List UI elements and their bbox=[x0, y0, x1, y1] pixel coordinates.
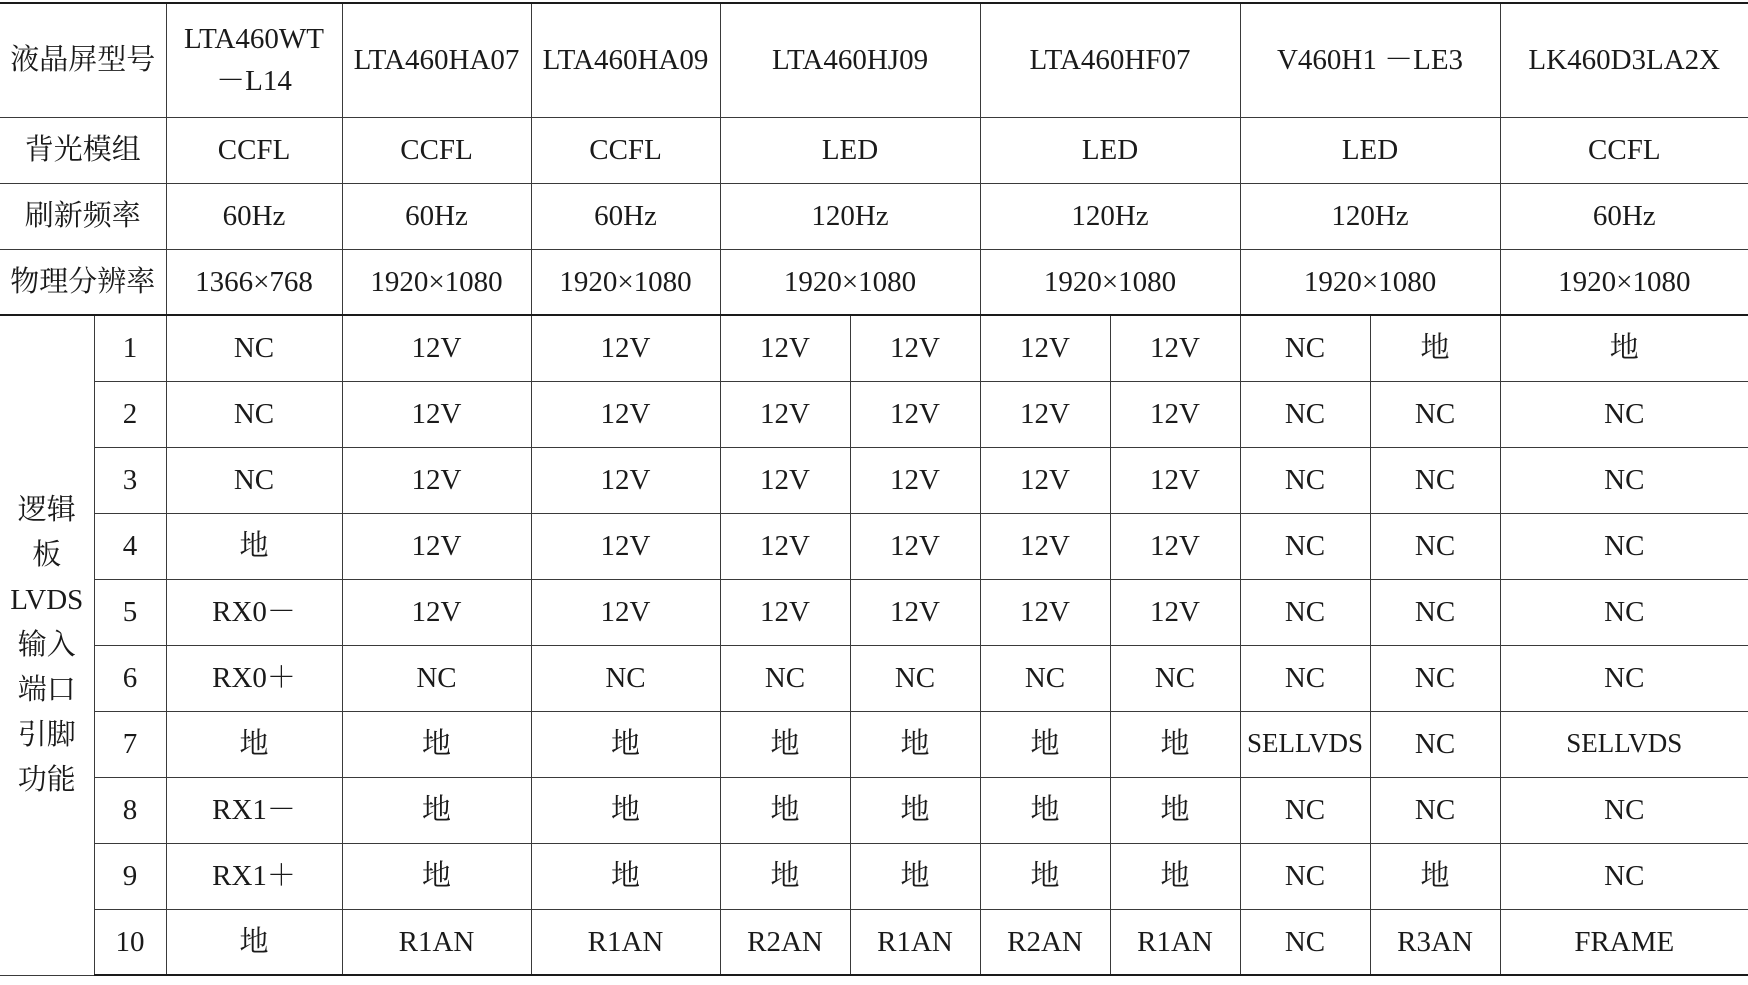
pin-number: 5 bbox=[94, 579, 166, 645]
pin-function-cell: 12V bbox=[531, 315, 720, 381]
pin-function-cell: NC bbox=[1240, 315, 1370, 381]
pin-section-label-line: 逻辑 bbox=[17, 493, 76, 526]
model-cell: LTA460HA07 bbox=[342, 3, 531, 117]
backlight-cell: CCFL bbox=[166, 117, 342, 183]
pin-function-cell: 12V bbox=[1110, 447, 1240, 513]
pin-row bbox=[0, 909, 1748, 975]
pin-number: 9 bbox=[94, 843, 166, 909]
pin-function-cell: 地 bbox=[1500, 315, 1748, 381]
pin-function-cell: R2AN bbox=[720, 909, 850, 975]
pin-function-cell: R3AN bbox=[1370, 909, 1500, 975]
pin-function-cell: R1AN bbox=[531, 909, 720, 975]
pin-function-cell: RX1＋ bbox=[166, 843, 342, 909]
model-cell: V460H1 －LE3 bbox=[1240, 3, 1500, 117]
pin-function-cell: R1AN bbox=[342, 909, 531, 975]
pin-function-cell: 12V bbox=[980, 315, 1110, 381]
pin-function-cell: 地 bbox=[166, 513, 342, 579]
backlight-cell: LED bbox=[720, 117, 980, 183]
pin-function-cell: NC bbox=[1370, 579, 1500, 645]
pin-function-cell: SELLVDS bbox=[1240, 711, 1370, 777]
pin-function-cell: NC bbox=[1240, 579, 1370, 645]
row-label-backlight: 背光模组 bbox=[0, 117, 166, 183]
pin-function-cell: NC bbox=[1370, 381, 1500, 447]
row-label-resolution: 物理分辨率 bbox=[0, 249, 166, 315]
pin-function-cell: 地 bbox=[850, 711, 980, 777]
pin-function-cell: 地 bbox=[342, 777, 531, 843]
backlight-cell: CCFL bbox=[1500, 117, 1748, 183]
pin-function-cell: R1AN bbox=[850, 909, 980, 975]
pin-function-cell: NC bbox=[1500, 513, 1748, 579]
pin-function-cell: 地 bbox=[1110, 711, 1240, 777]
pin-function-cell: 12V bbox=[720, 381, 850, 447]
pin-rows bbox=[0, 315, 1748, 975]
pin-function-cell: NC bbox=[166, 315, 342, 381]
model-cell: LTA460HJ09 bbox=[720, 3, 980, 117]
pin-section-label-line: 端口 bbox=[17, 673, 76, 706]
pin-row bbox=[0, 843, 1748, 909]
backlight-cell: CCFL bbox=[342, 117, 531, 183]
refresh-cell: 60Hz bbox=[342, 183, 531, 249]
pin-function-cell: 12V bbox=[531, 381, 720, 447]
pin-function-cell: 12V bbox=[1110, 579, 1240, 645]
pin-row bbox=[0, 711, 1748, 777]
pin-row bbox=[0, 513, 1748, 579]
resolution-cell: 1920×1080 bbox=[720, 249, 980, 315]
pin-number: 4 bbox=[94, 513, 166, 579]
pin-row bbox=[0, 777, 1748, 843]
pin-number: 6 bbox=[94, 645, 166, 711]
model-cell: LK460D3LA2X bbox=[1500, 3, 1748, 117]
pin-function-cell: 地 bbox=[166, 711, 342, 777]
pin-function-cell: 地 bbox=[850, 843, 980, 909]
pin-function-cell: 12V bbox=[1110, 381, 1240, 447]
refresh-cell: 120Hz bbox=[980, 183, 1240, 249]
pin-function-cell: NC bbox=[1240, 381, 1370, 447]
pin-number: 10 bbox=[94, 909, 166, 975]
pin-function-cell: 12V bbox=[531, 513, 720, 579]
refresh-cell: 60Hz bbox=[1500, 183, 1748, 249]
pin-function-cell: 地 bbox=[342, 711, 531, 777]
row-refresh-rate bbox=[0, 183, 1748, 249]
pin-function-cell: 12V bbox=[850, 315, 980, 381]
refresh-cell: 120Hz bbox=[720, 183, 980, 249]
pin-function-cell: NC bbox=[1240, 645, 1370, 711]
lcd-panel-pinout-table bbox=[0, 2, 1748, 976]
pin-function-cell: 地 bbox=[1110, 777, 1240, 843]
pin-function-cell: 12V bbox=[531, 447, 720, 513]
pin-row bbox=[0, 381, 1748, 447]
row-backlight bbox=[0, 117, 1748, 183]
pin-function-cell: 12V bbox=[342, 513, 531, 579]
pin-number: 1 bbox=[94, 315, 166, 381]
pin-function-cell: RX0＋ bbox=[166, 645, 342, 711]
pin-function-cell: 12V bbox=[720, 447, 850, 513]
pin-function-cell: NC bbox=[531, 645, 720, 711]
pin-row bbox=[0, 447, 1748, 513]
pin-section-label-line: LVDS bbox=[10, 583, 84, 616]
row-label-model: 液晶屏型号 bbox=[0, 3, 166, 117]
pin-function-cell: NC bbox=[342, 645, 531, 711]
pin-function-cell: 地 bbox=[531, 777, 720, 843]
pin-function-cell: NC bbox=[1500, 579, 1748, 645]
pin-function-cell: 地 bbox=[720, 777, 850, 843]
resolution-cell: 1920×1080 bbox=[980, 249, 1240, 315]
pin-function-cell: 12V bbox=[850, 579, 980, 645]
pin-function-cell: NC bbox=[1240, 777, 1370, 843]
pin-function-cell: 12V bbox=[720, 513, 850, 579]
row-label-refresh-rate: 刷新频率 bbox=[0, 183, 166, 249]
pin-section-label-line: 板 bbox=[32, 538, 62, 571]
pin-section-label-line: 功能 bbox=[17, 763, 76, 796]
pin-number: 3 bbox=[94, 447, 166, 513]
pin-function-cell: 12V bbox=[980, 381, 1110, 447]
pin-function-cell: NC bbox=[1500, 381, 1748, 447]
backlight-cell: CCFL bbox=[531, 117, 720, 183]
pin-function-cell: 12V bbox=[342, 315, 531, 381]
pin-function-cell: 12V bbox=[342, 447, 531, 513]
pin-function-cell: SELLVDS bbox=[1500, 711, 1748, 777]
pin-function-cell: NC bbox=[166, 447, 342, 513]
pin-function-cell: NC bbox=[1370, 513, 1500, 579]
pin-function-cell: NC bbox=[850, 645, 980, 711]
pin-function-cell: NC bbox=[1240, 843, 1370, 909]
row-resolution bbox=[0, 249, 1748, 315]
pin-function-cell: 12V bbox=[342, 579, 531, 645]
refresh-cell: 60Hz bbox=[166, 183, 342, 249]
pin-function-cell: NC bbox=[1500, 447, 1748, 513]
pin-function-cell: 地 bbox=[850, 777, 980, 843]
pin-function-cell: NC bbox=[1500, 843, 1748, 909]
pin-function-cell: NC bbox=[980, 645, 1110, 711]
pin-section-label bbox=[0, 315, 94, 975]
pin-function-cell: NC bbox=[166, 381, 342, 447]
resolution-cell: 1920×1080 bbox=[1500, 249, 1748, 315]
pin-function-cell: RX1－ bbox=[166, 777, 342, 843]
pin-function-cell: NC bbox=[1110, 645, 1240, 711]
pin-function-cell: 12V bbox=[980, 447, 1110, 513]
pin-function-cell: 地 bbox=[720, 711, 850, 777]
pin-function-cell: 地 bbox=[980, 777, 1110, 843]
row-model bbox=[0, 3, 1748, 117]
pin-function-cell: R2AN bbox=[980, 909, 1110, 975]
model-line: －L14 bbox=[216, 65, 292, 98]
pin-function-cell: 12V bbox=[850, 513, 980, 579]
pin-function-cell: 12V bbox=[720, 579, 850, 645]
pin-function-cell: 地 bbox=[980, 843, 1110, 909]
pin-function-cell: NC bbox=[1240, 447, 1370, 513]
pin-function-cell: 12V bbox=[1110, 513, 1240, 579]
pin-row bbox=[0, 645, 1748, 711]
backlight-cell: LED bbox=[980, 117, 1240, 183]
pin-number: 2 bbox=[94, 381, 166, 447]
resolution-cell: 1920×1080 bbox=[1240, 249, 1500, 315]
pin-function-cell: 12V bbox=[850, 447, 980, 513]
pin-function-cell: NC bbox=[1500, 777, 1748, 843]
model-cell: LTA460HF07 bbox=[980, 3, 1240, 117]
pin-function-cell: NC bbox=[720, 645, 850, 711]
pin-function-cell: NC bbox=[1240, 513, 1370, 579]
pin-section-label-line: 输入 bbox=[17, 628, 76, 661]
pin-function-cell: 12V bbox=[720, 315, 850, 381]
pin-function-cell: 地 bbox=[1110, 843, 1240, 909]
pin-function-cell: 12V bbox=[850, 381, 980, 447]
pin-function-cell: 地 bbox=[1370, 315, 1500, 381]
refresh-cell: 60Hz bbox=[531, 183, 720, 249]
resolution-cell: 1920×1080 bbox=[342, 249, 531, 315]
pin-function-cell: 地 bbox=[1370, 843, 1500, 909]
pin-number: 8 bbox=[94, 777, 166, 843]
resolution-cell: 1920×1080 bbox=[531, 249, 720, 315]
model-line: LTA460WT bbox=[184, 23, 324, 56]
pin-function-cell: 地 bbox=[980, 711, 1110, 777]
pin-function-cell: 地 bbox=[166, 909, 342, 975]
pin-function-cell: NC bbox=[1370, 711, 1500, 777]
pin-function-cell: 12V bbox=[342, 381, 531, 447]
pin-function-cell: NC bbox=[1370, 777, 1500, 843]
refresh-cell: 120Hz bbox=[1240, 183, 1500, 249]
pin-function-cell: 12V bbox=[531, 579, 720, 645]
pin-function-cell: FRAME bbox=[1500, 909, 1748, 975]
pin-row bbox=[0, 315, 1748, 381]
pin-function-cell: NC bbox=[1370, 447, 1500, 513]
pin-function-cell: 地 bbox=[531, 843, 720, 909]
pin-function-cell: 12V bbox=[980, 513, 1110, 579]
pin-row bbox=[0, 579, 1748, 645]
pin-function-cell: 12V bbox=[980, 579, 1110, 645]
model-cell: LTA460HA09 bbox=[531, 3, 720, 117]
pin-function-cell: 地 bbox=[342, 843, 531, 909]
pin-function-cell: RX0－ bbox=[166, 579, 342, 645]
resolution-cell: 1366×768 bbox=[166, 249, 342, 315]
pin-function-cell: 12V bbox=[1110, 315, 1240, 381]
pin-function-cell: NC bbox=[1500, 645, 1748, 711]
backlight-cell: LED bbox=[1240, 117, 1500, 183]
pin-number: 7 bbox=[94, 711, 166, 777]
pin-function-cell: 地 bbox=[531, 711, 720, 777]
pin-section-label-line: 引脚 bbox=[17, 718, 76, 751]
pin-function-cell: NC bbox=[1240, 909, 1370, 975]
pin-function-cell: R1AN bbox=[1110, 909, 1240, 975]
model-cell bbox=[166, 3, 342, 117]
pin-function-cell: 地 bbox=[720, 843, 850, 909]
pin-function-cell: NC bbox=[1370, 645, 1500, 711]
